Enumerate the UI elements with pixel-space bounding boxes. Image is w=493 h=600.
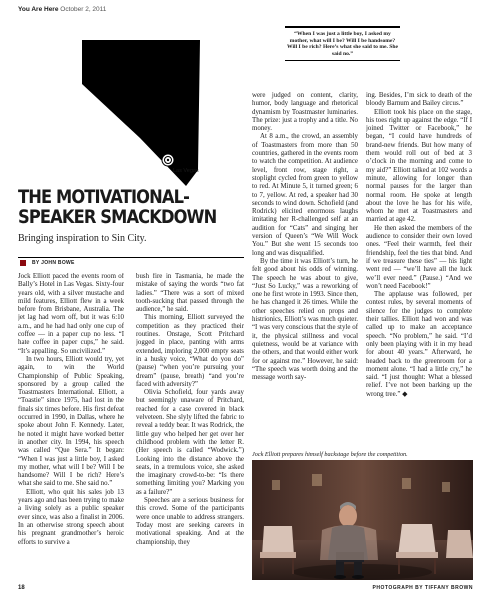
- paragraph: He then asked the members of the audience to consider their own loved ones. “Feel their warmth, feel their friendship, feel the ties that bind. And if we treasure these ties” — his light went red — “we’ll have all the luck we’ll ever need.” (Pause.) “And we won’t need Facebook!”: [366, 224, 472, 290]
- armchair: [320, 525, 378, 560]
- paragraph: bush fire in Tasmania, he made the mistake of saying the words “two fat ladies.” “There was a sort of mixed tooth-sucking that passed through the audience,” he said.: [136, 273, 244, 314]
- deck: Bringing inspiration to Sin City.: [18, 233, 147, 244]
- issue-date: October 2, 2011: [60, 6, 107, 13]
- paragraph: Elliott, who quit his sales job 13 years ago and has been trying to make a living solely as a public speaker ever since, was also a finalist in 2006. In an otherwise strong speech about his pregnant grandmother’s heroic efforts to survive a: [18, 488, 124, 546]
- nevada-silhouette: [82, 40, 200, 186]
- paragraph: Olivia Schofield, four yards away but seemingly unaware of Pritchard, reached for a case covered in black velveteen. She slyly lifted the fabric to reveal a teddy bear. It was Rodrick, the little guy who helped her get over her childhood problem with the letter R. (Her speech is called “Wodwick.”) Looking into the distance above the seats, in a tremulous voice, she asked the imaginary crowd-to-be: “Is there something limiting you? Marking you as a failure?”: [136, 389, 244, 496]
- paragraph: At 8 a.m., the crowd, an assembly of Toastmasters from more than 50 countries, gathered in the events room to watch the competition. At audience level, front row, stage right, a stoplight cycled from green to yellow to red. At Minute 5, it turned green; 6 to 7, yellow. At red, a speaker had 30 seconds to wind down. Schofield (and Rodrick) elicited enormous laughs imitating her R-challenged self at an audition for “Cats” and singing her version of Queen’s “We Will Wock You.” But she went 15 seconds too long and was disqualified.: [252, 133, 358, 257]
- paragraph: Jock Elliott paced the events room of Bally’s Hotel in Las Vegas. Sixty-four years old, with a silver mustache and mild features, Elliott flew in a week before from Brisbane, Australia. The jet lag had worn off, but it was 6:10 a.m., and he had had only one cup of coffee — in a paper cup no less. “I hate coffee in paper cups,” he said. “It’s appalling. So uncivilized.”: [18, 273, 124, 355]
- backstage-photo: [252, 460, 473, 580]
- paragraph: The applause was followed, per contest rules, by several moments of silence for the judges to complete their tallies. Elliott had won and was called up to make an acceptance speech. “No problem,” he said. “I’d only been playing with it in my head for about 40 years.” Afterward, he headed back to the greenroom for a moment alone. “I had a little cry,” he said. “I just thought: What a blessed relief. I’ve not been barking up the wrong tree.” ◆: [366, 291, 472, 398]
- text-column-3: [252, 92, 358, 482]
- headline: THE MOTIVATIONAL-SPEAKER SMACKDOWN: [18, 187, 217, 228]
- byline: BY JOHN BOWE: [32, 260, 75, 266]
- photo-caption: Jock Elliott prepares himself backstage before the competition.: [252, 451, 408, 458]
- section-name: You Are Here: [18, 6, 59, 13]
- map-city-label: Las Vegas: [173, 168, 199, 174]
- nevada-map: [20, 40, 240, 190]
- paragraph: Elliott took his place on the stage, his toes right up against the edge. “If I joined Twitter or Facebook,” he began, “I could have hundreds of brand-new friends. But how many of them would roll out of bed at 3 o’clock in the morning and come to my aid?” Elliott talked at 102 words a minute, allowing for longer than normal pauses for the larger than normal room. He spoke at length about the love he has for his wife, whom he met at Toastmasters and married at age 42.: [366, 108, 472, 224]
- paragraph: This morning, Elliott surveyed the competition as they practiced their routines. Onstage, Scott Pritchard jogged in place, panting with arms extended, imploring 2,000 empty seats in a husky voice, “What do you do” (pause) “when you’re pursuing your dream” (pause, breath) “and you’re faced with adversity?”: [136, 314, 244, 388]
- paragraph: Speeches are a serious business for this crowd. Some of the participants were once unable to address strangers. Today most are seeking careers in motivational speaking. And at the championship, they: [136, 497, 244, 546]
- paragraph: In two hours, Elliott would try, yet again, to win the World Championship of Public Speaking, sponsored by a group called the Toastmasters International. Elliott, a “Toastie” since 1975, had lost in the finals six times before. His first defeat occurred in 1990, in Dallas, where he spoke about John F. Kennedy. Later, he noted it might have worked better in another city. In 1994, his speech was called “Que Sera.” It began: “When I was just a little boy, I asked my mother, what will I be? Will I be handsome? Will I be rich? Here’s what she said to me. She said no.”: [18, 355, 124, 488]
- text-column-2: [136, 273, 244, 581]
- text-column-1: [18, 273, 124, 581]
- page-header: [18, 6, 106, 13]
- photo-illustration: [252, 460, 473, 580]
- paragraph: By the time it was Elliott’s turn, he felt good about his odds of winning. The speech he was about to give, “Just So Lucky,” was a reworking of one he first wrote in 1993. Since then, he has changed it 26 times. While the other speeches relied on props and histrionics, Elliott’s was much quieter. “I was very conscious that the style of it, the physical stillness and vocal quietness, would be at variance with the others, and that would either work for or against me.” However, he said: “The speech was worth doing and the message worth say-: [252, 257, 358, 382]
- paragraph: ing. Besides, I’m sick to death of the bloody Barnum and Bailey circus.”: [366, 92, 472, 108]
- paragraph: were judged on content, clarity, humor, body language and rhetorical dynamism by Toastmaster luminaries. The prize: just a trophy and a title. No money.: [252, 92, 358, 133]
- page-number: 18: [18, 585, 25, 591]
- byline-square-icon: [20, 260, 26, 266]
- chair-far-right: [446, 530, 473, 558]
- text-column-4: [366, 92, 472, 462]
- pull-quote: “When I was just a little boy, I asked my mother, what will I be? Will I be handsome? Will I be rich? Here’s what she said to me. She said no.”: [285, 26, 400, 61]
- photo-credit: PHOTOGRAPH BY TIFFANY BROWN: [372, 585, 473, 591]
